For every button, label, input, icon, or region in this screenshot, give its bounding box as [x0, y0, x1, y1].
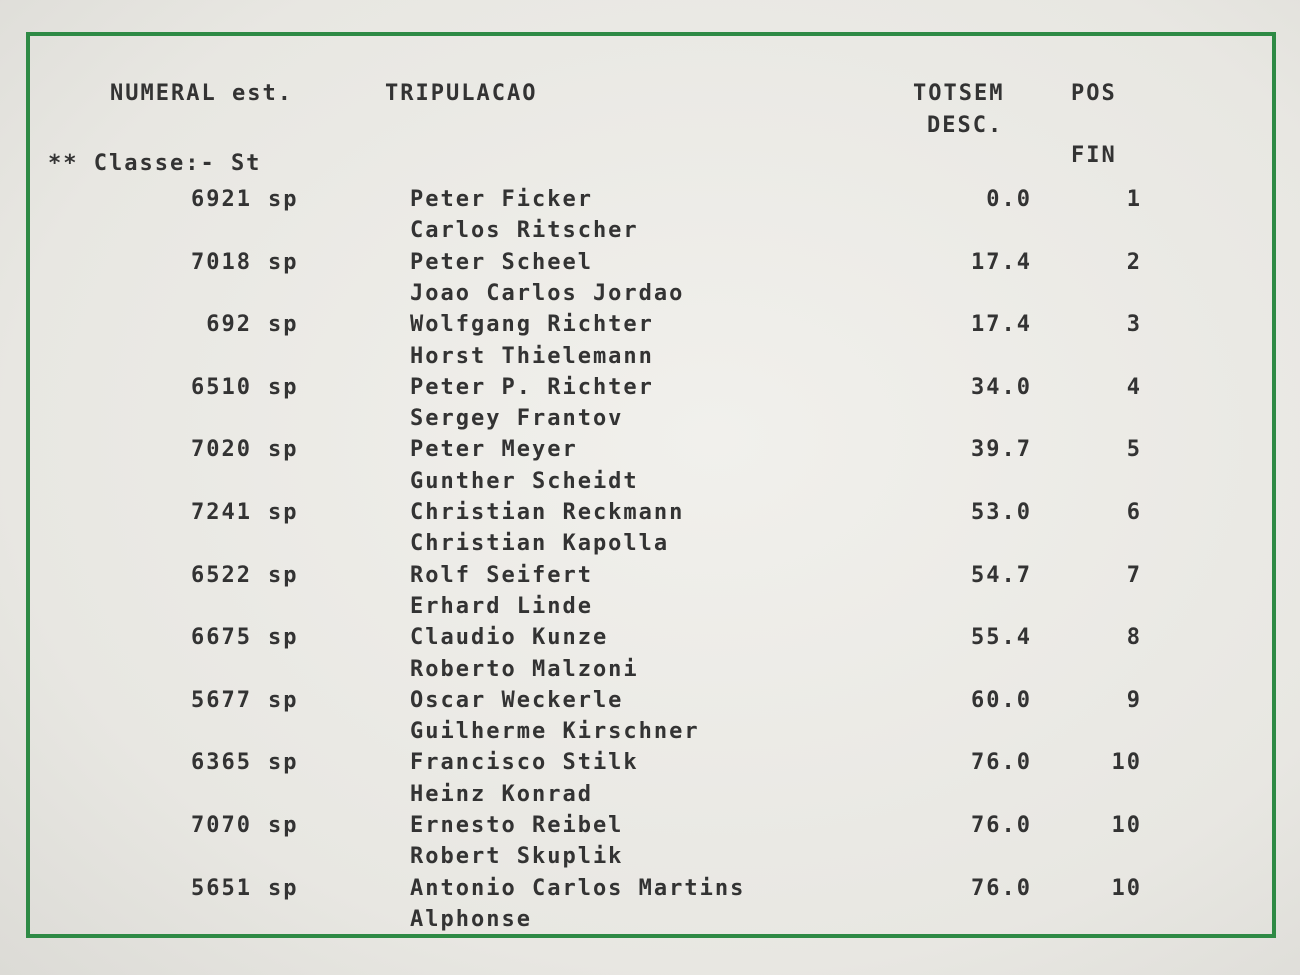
crew-member-1: Peter P. Richter	[410, 375, 654, 400]
final-position: 5	[1126, 437, 1142, 462]
crew-member-2: Alphonse	[410, 907, 532, 932]
crew-member-1: Wolfgang Richter	[410, 312, 654, 337]
class-code: sp	[268, 563, 299, 588]
class-code: sp	[268, 500, 299, 525]
crew-member-1: Antonio Carlos Martins	[410, 876, 746, 901]
final-position: 3	[1126, 312, 1142, 337]
header-desc: DESC.	[927, 113, 1004, 138]
final-position: 1	[1126, 187, 1142, 212]
crew-member-2: Roberto Malzoni	[410, 657, 639, 682]
class-code: sp	[268, 375, 299, 400]
final-position: 10	[1111, 813, 1142, 838]
crew-member-2: Sergey Frantov	[410, 406, 624, 431]
class-code: sp	[268, 813, 299, 838]
sail-number: 692	[206, 312, 252, 337]
total-points: 39.7	[971, 437, 1032, 462]
sail-number: 6522	[191, 563, 252, 588]
total-points: 0.0	[986, 187, 1032, 212]
final-position: 2	[1126, 250, 1142, 275]
sail-number: 6675	[191, 625, 252, 650]
total-points: 55.4	[971, 625, 1032, 650]
class-code: sp	[268, 312, 299, 337]
crew-member-2: Christian Kapolla	[410, 531, 670, 556]
sail-number: 5677	[191, 688, 252, 713]
sail-number: 7020	[191, 437, 252, 462]
crew-member-1: Rolf Seifert	[410, 563, 593, 588]
crew-member-2: Joao Carlos Jordao	[410, 281, 685, 306]
class-code: sp	[268, 187, 299, 212]
header-tripulacao: TRIPULACAO	[385, 81, 538, 106]
final-position: 10	[1111, 750, 1142, 775]
crew-member-2: Guilherme Kirschner	[410, 719, 700, 744]
crew-member-2: Robert Skuplik	[410, 844, 624, 869]
total-points: 76.0	[971, 876, 1032, 901]
total-points: 17.4	[971, 250, 1032, 275]
sail-number: 6921	[191, 187, 252, 212]
sail-number: 6365	[191, 750, 252, 775]
class-code: sp	[268, 688, 299, 713]
crew-member-2: Carlos Ritscher	[410, 218, 639, 243]
crew-member-1: Oscar Weckerle	[410, 688, 624, 713]
class-label: ** Classe:- St	[48, 151, 262, 176]
class-code: sp	[268, 625, 299, 650]
total-points: 54.7	[971, 563, 1032, 588]
final-position: 4	[1126, 375, 1142, 400]
crew-member-1: Francisco Stilk	[410, 750, 639, 775]
header-fin: FIN	[1071, 143, 1117, 168]
crew-member-1: Ernesto Reibel	[410, 813, 624, 838]
final-position: 6	[1126, 500, 1142, 525]
crew-member-2: Heinz Konrad	[410, 782, 593, 807]
final-position: 8	[1126, 625, 1142, 650]
total-points: 34.0	[971, 375, 1032, 400]
header-numeral: NUMERAL est.	[110, 81, 293, 106]
sail-number: 7241	[191, 500, 252, 525]
crew-member-1: Christian Reckmann	[410, 500, 685, 525]
sail-number: 7070	[191, 813, 252, 838]
header-totsem: TOTSEM	[913, 81, 1005, 106]
crew-member-1: Peter Meyer	[410, 437, 578, 462]
final-position: 9	[1126, 688, 1142, 713]
sail-number: 5651	[191, 876, 252, 901]
crew-member-2: Erhard Linde	[410, 594, 593, 619]
final-position: 10	[1111, 876, 1142, 901]
sail-number: 6510	[191, 375, 252, 400]
crew-member-1: Claudio Kunze	[410, 625, 609, 650]
header-pos: POS	[1071, 81, 1117, 106]
sail-number: 7018	[191, 250, 252, 275]
final-position: 7	[1126, 563, 1142, 588]
crew-member-1: Peter Scheel	[410, 250, 593, 275]
class-code: sp	[268, 876, 299, 901]
total-points: 17.4	[971, 312, 1032, 337]
total-points: 76.0	[971, 750, 1032, 775]
total-points: 76.0	[971, 813, 1032, 838]
crew-member-2: Horst Thielemann	[410, 344, 654, 369]
crew-member-2: Gunther Scheidt	[410, 469, 639, 494]
total-points: 53.0	[971, 500, 1032, 525]
total-points: 60.0	[971, 688, 1032, 713]
class-code: sp	[268, 437, 299, 462]
class-code: sp	[268, 250, 299, 275]
crew-member-1: Peter Ficker	[410, 187, 593, 212]
class-code: sp	[268, 750, 299, 775]
